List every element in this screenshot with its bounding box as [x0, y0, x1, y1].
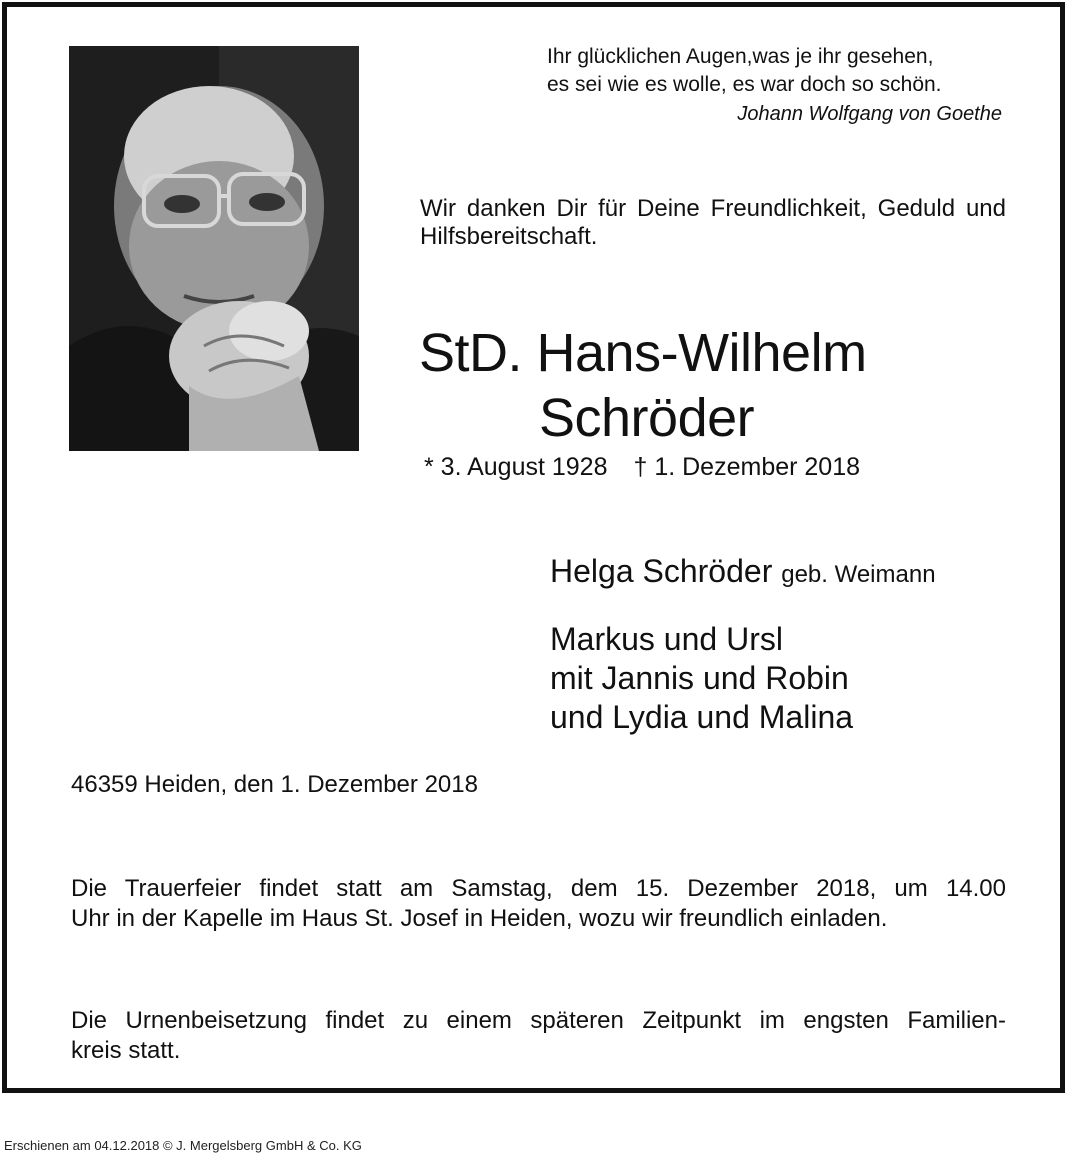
deceased-name-line-2: Schröder: [539, 388, 755, 448]
ceremony-line-1: Die Trauerfeier findet statt am Samstag, dem 15. Dezember 2018, um 14.00: [71, 875, 1006, 902]
goethe-quote: [547, 43, 942, 99]
primary-mourner: [550, 553, 936, 590]
ceremony-line-2: Uhr in der Kapelle im Haus St. Josef in Heiden, wozu wir freundlich einladen.: [71, 905, 888, 932]
quote-author: Johann Wolfgang von Goethe: [737, 103, 1002, 125]
family-mourners: [550, 620, 853, 737]
quote-line-2: es sei wie es wolle, es war doch so schön.: [547, 73, 942, 96]
birth-date: * 3. August 1928: [424, 453, 608, 481]
place-date: 46359 Heiden, den 1. Dezember 2018: [71, 771, 478, 798]
publication-footer: Erschienen am 04.12.2018 © J. Mergelsberg GmbH & Co. KG: [4, 1138, 362, 1153]
thanks-text: Wir danken Dir für Deine Freundlichkeit, Geduld und Hilfsbereitschaft.: [420, 195, 1006, 250]
urn-paragraph: [71, 1006, 1006, 1066]
life-dates: [424, 453, 860, 482]
deceased-name-line-1: StD. Hans-Wilhelm: [419, 323, 867, 383]
quote-line-1: Ihr glücklichen Augen,was je ihr gesehen,: [547, 45, 934, 68]
portrait-photo: [69, 46, 359, 451]
ceremony-paragraph: [71, 874, 1006, 934]
urn-line-2: kreis statt.: [71, 1037, 181, 1064]
family-line: und Lydia und Malina: [550, 699, 854, 735]
family-line: mit Jannis und Robin: [550, 660, 849, 696]
urn-line-1: Die Urnenbeisetzung findet zu einem späteren Zeitpunkt im engsten Familien-: [71, 1007, 1006, 1034]
primary-mourner-note: geb. Weimann: [781, 561, 936, 588]
primary-mourner-name: Helga Schröder: [550, 553, 773, 589]
family-line: Markus und Ursl: [550, 621, 783, 657]
death-date: † 1. Dezember 2018: [633, 453, 861, 481]
